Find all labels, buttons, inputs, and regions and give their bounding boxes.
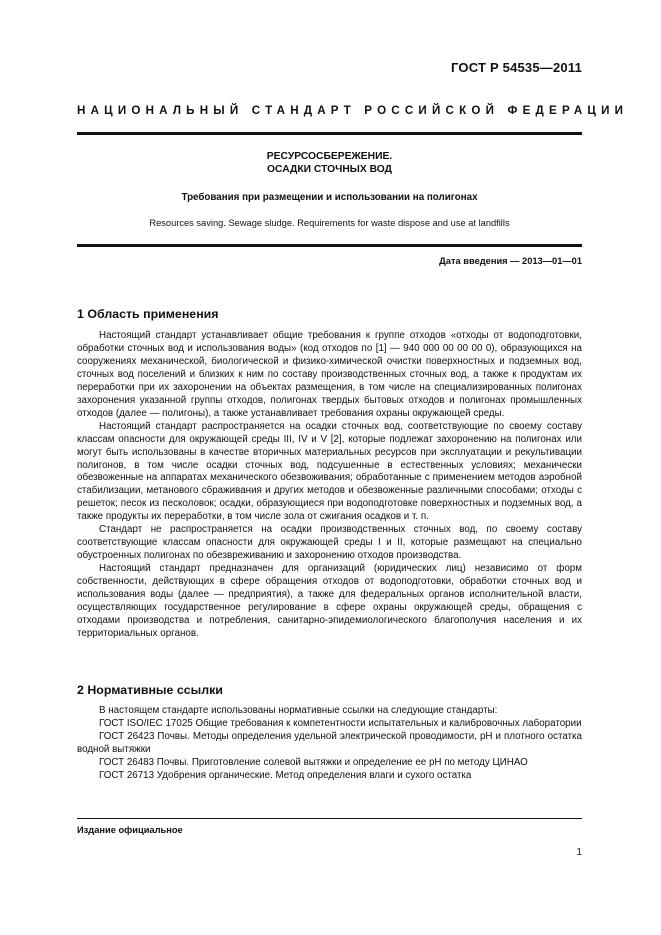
reference-item: ГОСТ 26423 Почвы. Методы определения удельной электрической проводимости, pH и плотного остатка водной вытяжки	[77, 730, 582, 755]
document-code: ГОСТ Р 54535—2011	[451, 60, 582, 75]
paragraph: Настоящий стандарт предназначен для организаций (юридических лиц) независимо от форм собственности, действующих в сфере обращения отходов от водоподготовки, обработки сточных вод и использования воды (далее — предприятия), а также для федеральных органов исполнительной власти, осуществляющих государственное регулирование в сфере охраны окружающей среды, обращения с отходами производства и потребления, санитарно-эпидемиологического благополучия населения и их территориальных органов.	[77, 563, 582, 639]
page-number: 1	[576, 847, 582, 858]
paragraph: Настоящий стандарт распространяется на осадки сточных вод, соответствующие по своему составу классам опасности для окружающей среды III, IV и V [2], которые подлежат захоронению на полигонах или могут быть использованы в качестве вторичных материальных ресурсов при эксплуатации и рекультивации полигонов, в том числе осадки сточных вод, подсушенные в естественных условиях; механически обезвоженные на аппаратах механического обезвоживания; обработанные с применением методов аэробной стабилизации, метанового сбраживания и других методов и обезвоженные различными способами; отходы с решеток; песок из песколовок; осадки, образующиеся при водоподготовке поверхностных и подземных вод, а также продукты их переработки, в том числе зола от сжигания осадков и т. п.	[77, 420, 582, 523]
reference-item: ГОСТ 26483 Почвы. Приготовление солевой вытяжки и определение ее pH по методу ЦИНАО	[99, 756, 528, 768]
title-divider	[77, 244, 582, 247]
section-2-heading: 2 Нормативные ссылки	[77, 683, 223, 697]
section-2-body	[77, 705, 582, 783]
paragraph: Стандарт не распространяется на осадки производственных сточных вод, по своему составу соответствующие классам опасности для окружающей среды I и II, которые размещают на специально обустроенных полигонах по обезвреживанию и захоронению отходов производства.	[77, 524, 582, 562]
reference-item: ГОСТ ISO/IEC 17025 Общие требования к компетентности испытательных и калибровочных лаборатории	[99, 717, 582, 729]
introduction-date: Дата введения — 2013—01—01	[439, 256, 582, 266]
paragraph: В настоящем стандарте использованы нормативные ссылки на следующие стандарты:	[99, 705, 498, 716]
document-title	[77, 150, 582, 176]
paragraph: Настоящий стандарт устанавливает общие требования к группе отходов «отходы от водоподготовки, обработки сточных вод и использования воды» (код отходов по [1] — 940 000 00 00 00 0), образующихся на сооружениях механической, биологической и физико-химической очистки поверхностных и подземных вод, сточных вод поселений и близких к ним по составу производственных сточных вод, а также к продуктам их переработки при их захоронении на объектах размещения, в том числе на специализированных полигонах захоронения указанной группы отходов, полигонах твердых бытовых отходов и полигонах промышленных отходов (далее — полигоны), а также устанавливает требования охраны окружающей среды.	[77, 330, 582, 419]
title-line-1: РЕСУРСОСБЕРЕЖЕНИЕ.	[266, 151, 393, 162]
english-title: Resources saving. Sewage sludge. Requirements for waste dispose and use at landfills	[149, 218, 510, 228]
document-subtitle: Требования при размещении и использовании на полигонах	[181, 192, 478, 203]
header-divider	[77, 132, 582, 135]
section-1-heading: 1 Область применения	[77, 307, 219, 321]
national-standard-title: НАЦИОНАЛЬНЫЙ СТАНДАРТ РОССИЙСКОЙ ФЕДЕРАЦИИ	[77, 104, 629, 117]
official-edition-label: Издание официальное	[77, 825, 183, 835]
title-line-2: ОСАДКИ СТОЧНЫХ ВОД	[267, 164, 392, 175]
reference-item: ГОСТ 26713 Удобрения органические. Метод определения влаги и сухого остатка	[99, 769, 472, 781]
section-1-body	[77, 330, 582, 641]
footer-divider	[77, 818, 582, 819]
